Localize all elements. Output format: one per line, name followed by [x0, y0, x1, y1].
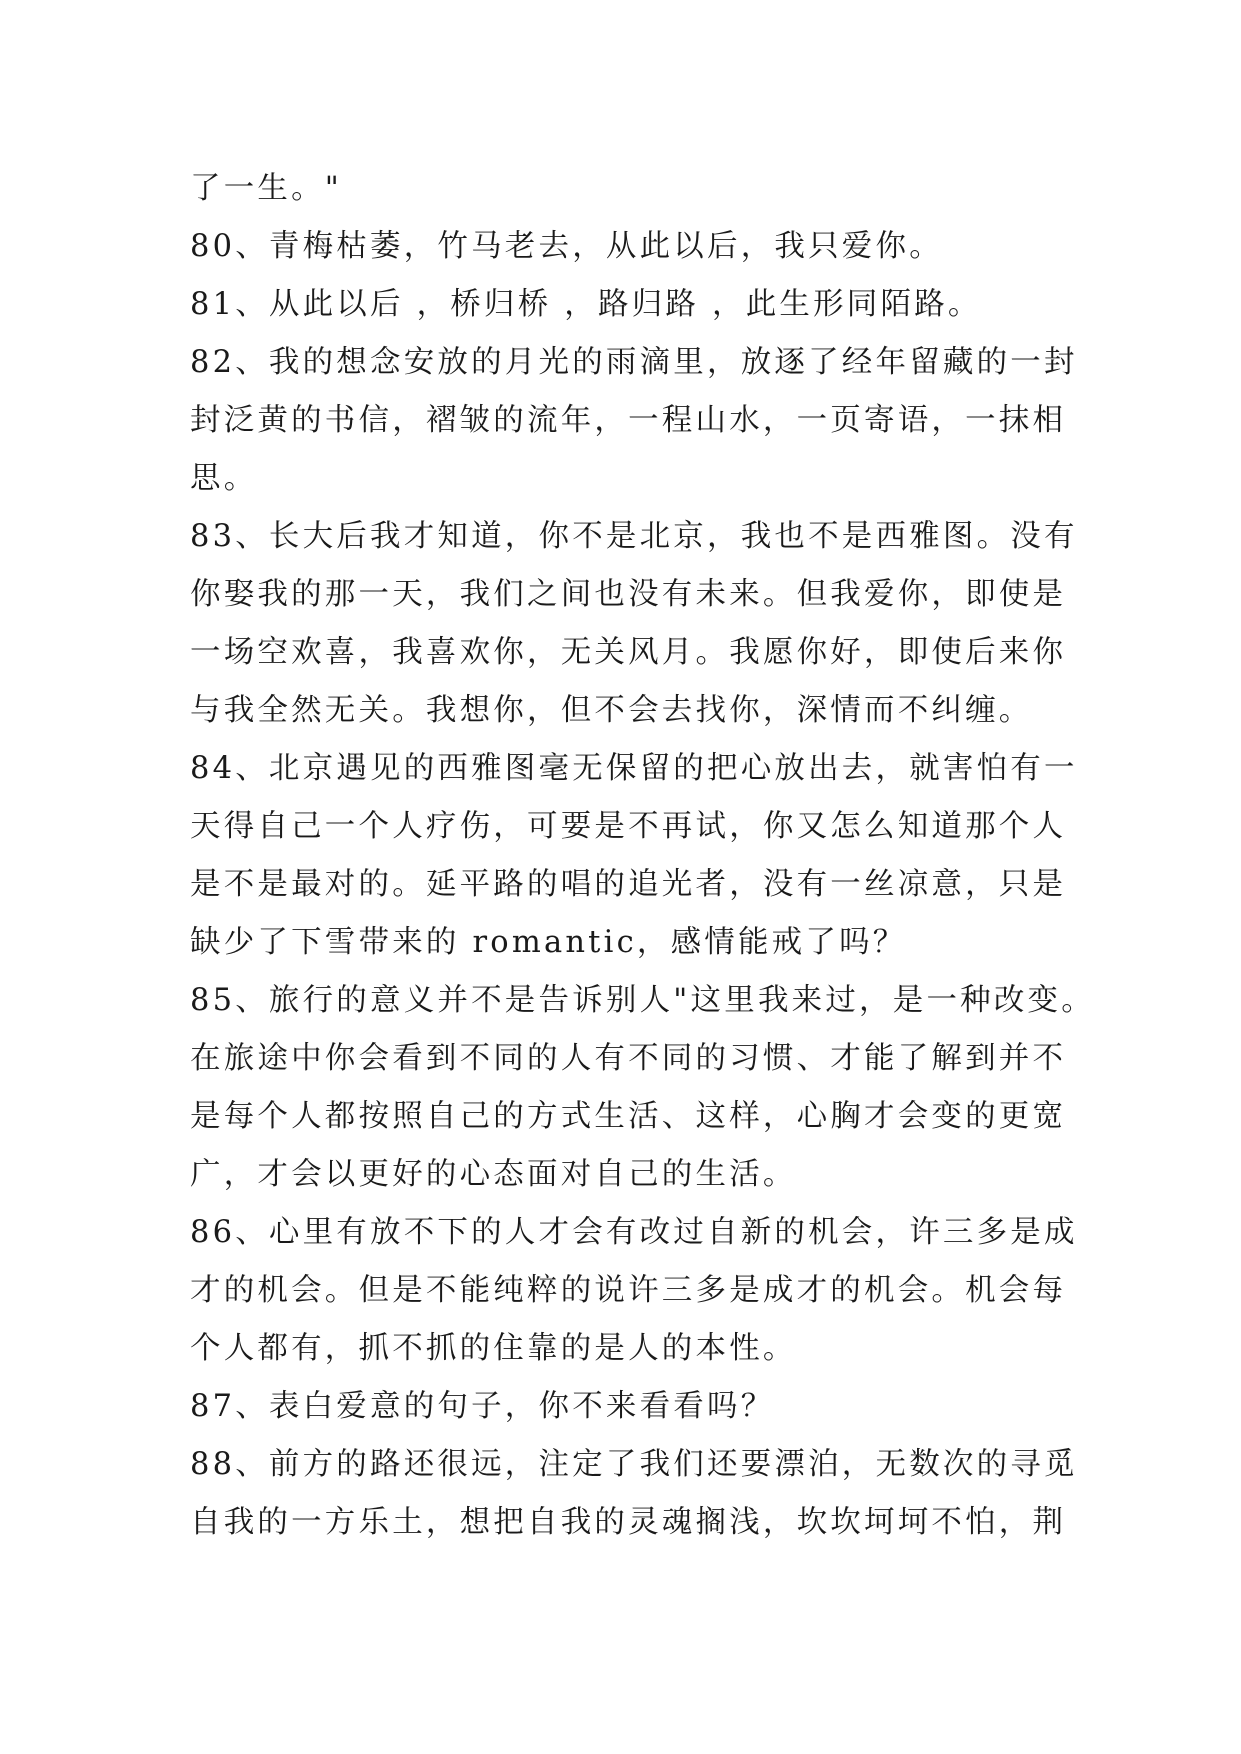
text-line: 是每个人都按照自己的方式生活、这样，心胸才会变的更宽 [190, 1099, 1067, 1134]
text-line: 了一生。" [190, 171, 343, 206]
text-line: 88、前方的路还很远，注定了我们还要漂泊，无数次的寻觅 [190, 1447, 1078, 1482]
text-line: 自我的一方乐土，想把自我的灵魂搁浅，坎坎坷坷不怕，荆 [190, 1505, 1067, 1540]
text-line: 86、心里有放不下的人才会有改过自新的机会，许三多是成 [190, 1215, 1078, 1250]
text-line: 84、北京遇见的西雅图毫无保留的把心放出去，就害怕有一 [190, 751, 1078, 786]
text-line: 在旅途中你会看到不同的人有不同的习惯、才能了解到并不 [190, 1041, 1067, 1076]
text-line: 封泛黄的书信，褶皱的流年，一程山水，一页寄语，一抹相 [190, 403, 1067, 438]
text-line: 广，才会以更好的心态面对自己的生活。 [190, 1157, 797, 1192]
text-line: 个人都有，抓不抓的住靠的是人的本性。 [190, 1331, 797, 1366]
document-text [190, 160, 1095, 1552]
text-line: 82、我的想念安放的月光的雨滴里，放逐了经年留藏的一封 [190, 345, 1078, 380]
text-line: 80、青梅枯萎，竹马老去，从此以后，我只爱你。 [190, 229, 943, 264]
text-line: 87、表白爱意的句子，你不来看看吗？ [190, 1389, 775, 1424]
text-line: 是不是最对的。延平路的唱的追光者，没有一丝凉意，只是 [190, 867, 1067, 902]
text-line: 与我全然无关。我想你，但不会去找你，深情而不纠缠。 [190, 693, 1033, 728]
text-line: 一场空欢喜，我喜欢你，无关风月。我愿你好，即使后来你 [190, 635, 1067, 670]
text-line: 天得自己一个人疗伤，可要是不再试，你又怎么知道那个人 [190, 809, 1067, 844]
text-line: 才的机会。但是不能纯粹的说许三多是成才的机会。机会每 [190, 1273, 1067, 1308]
text-line: 你娶我的那一天，我们之间也没有未来。但我爱你，即使是 [190, 577, 1067, 612]
text-line: 缺少了下雪带来的 romantic，感情能戒了吗？ [190, 925, 907, 960]
text-line: 思。 [190, 461, 258, 496]
text-line: 85、旅行的意义并不是告诉别人"这里我来过，是一种改变。 [190, 983, 1095, 1018]
text-line: 83、长大后我才知道，你不是北京，我也不是西雅图。没有 [190, 519, 1078, 554]
text-line: 81、从此以后 ，桥归桥 ，路归路 ，此生形同陌路。 [190, 287, 982, 322]
